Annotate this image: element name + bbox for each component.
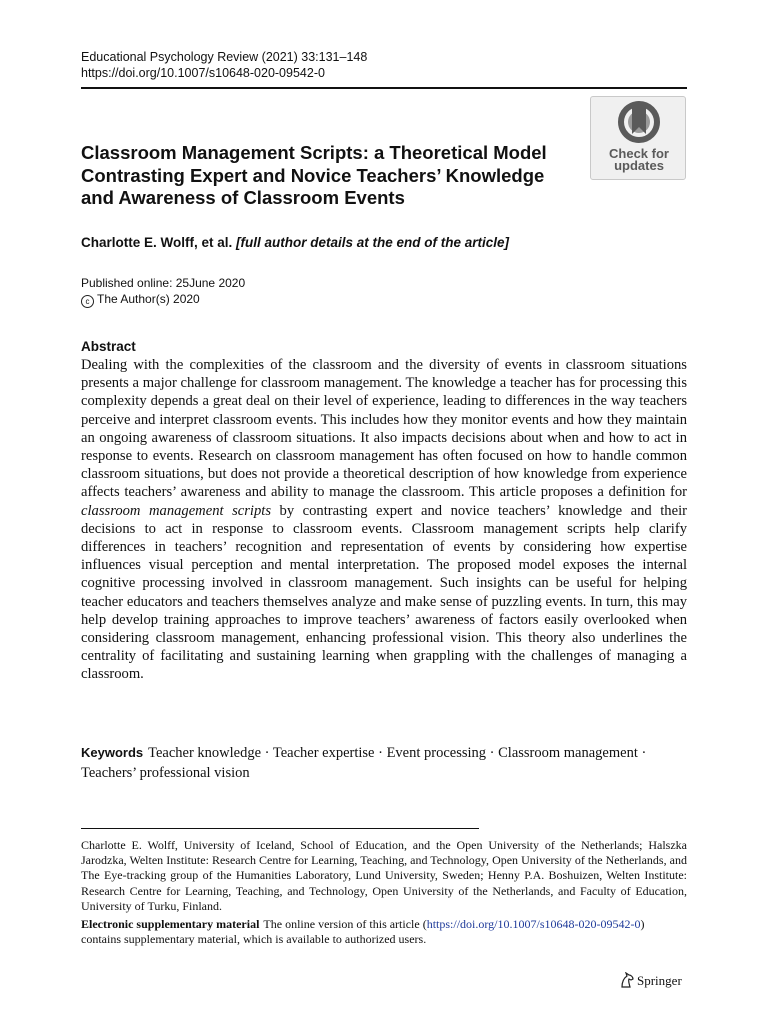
crossmark-icon — [617, 100, 661, 148]
author-names: Charlotte E. Wolff, et al. — [81, 235, 233, 250]
article-title: Classroom Management Scripts: a Theoretical Model Contrasting Expert and Novice Teachers’ Knowledge and Awareness of Classroom Events — [81, 142, 547, 208]
publisher-logo — [620, 972, 682, 990]
author-affiliations-footnote: Charlotte E. Wolff, University of Iceland, School of Education, and the Open University of the Netherlands; Halszka Jarodzka, Welten Institute: Research Centre for Learning, Teaching, and Technology, Open University of the Netherlands, and The Eye-tracking group of the Humanities Laboratory, Lund University, Sweden; Henny P.A. Boshuizen, Welten Institute: Research Centre for Learning, Teaching, and Technology, Open University of the Netherlands, and Faculty of Education, University of Turku, Finland. — [81, 838, 687, 913]
publisher-name: Springer — [637, 973, 682, 988]
esm-text-after: ) contains supplementary material, which is available to authorized users. — [81, 917, 645, 947]
esm-label: Electronic supplementary material — [81, 917, 260, 931]
journal-header — [81, 49, 367, 81]
copyright-line — [81, 291, 245, 308]
author-line — [81, 234, 509, 252]
esm-doi-link[interactable]: https://doi.org/10.1007/s10648-020-09542-0 — [426, 917, 641, 931]
abstract-emphasis: classroom management scripts — [81, 502, 271, 519]
journal-citation: Educational Psychology Review (2021) 33:131–148 — [81, 50, 368, 64]
footnote-rule — [81, 828, 479, 829]
abstract-heading: Abstract — [81, 339, 136, 354]
esm-text-before: The online version of this article ( — [263, 917, 427, 931]
check-for-updates-badge[interactable] — [590, 96, 686, 180]
journal-doi-link[interactable]: https://doi.org/10.1007/s10648-020-09542-0 — [81, 66, 325, 80]
badge-line-1: Check for — [609, 146, 669, 161]
keywords-list: Teacher knowledge · Teacher expertise · Event processing · Classroom management · Teachers’ professional vision — [81, 745, 647, 781]
supplementary-material-note — [81, 917, 687, 947]
keywords-block — [81, 743, 687, 783]
badge-line-2: updates — [614, 158, 664, 173]
abstract-text-part-1: Dealing with the complexities of the classroom and the diversity of events in classroom situations presents a major challenge for classroom management. The knowledge a teacher has for processing this complexity depends a great deal on their level of experience, leading to differences in the way teachers perceive and interpret classroom events. This includes how they monitor events and how they maintain an ongoing awareness of classroom situations. It also impacts decisions about when and how to act in response to events. Research on classroom management has often focused on how to handle common classroom situations, but does not provide a theoretical description of how knowledge from experience affects teachers’ awareness and ability to manage the classroom. This article proposes a definition for — [81, 357, 687, 501]
header-rule — [81, 87, 687, 89]
abstract-text-part-2: by contrasting expert and novice teachers’ knowledge and their decisions to act in response to classroom events. Classroom management scripts help clarify differences in teachers’ recognition and representation of events by considering how expertise influences visual perception and mental interpretation. The proposed model exposes the internal cognitive processing involved in classroom management. Such insights can be useful for helping teacher educators and teachers themselves analyze and make sense of puzzling events. In turn, this may help develop training approaches to improve teachers’ awareness of factors easily overlooked when considering classroom management, enhancing professional vision. This theory also underlines the centrality of facilitating and sustaining learning when grappling with the challenges of managing a classroom. — [81, 502, 687, 683]
author-note: [full author details at the end of the article] — [236, 235, 510, 250]
published-date: Published online: 25June 2020 — [81, 276, 246, 290]
copyright-text: The Author(s) 2020 — [97, 292, 200, 306]
publication-info — [81, 275, 245, 308]
copyright-icon: c — [81, 295, 94, 308]
abstract-body — [81, 356, 687, 684]
badge-text — [591, 148, 687, 172]
springer-horse-icon — [620, 972, 634, 988]
keywords-label: Keywords — [81, 745, 144, 760]
